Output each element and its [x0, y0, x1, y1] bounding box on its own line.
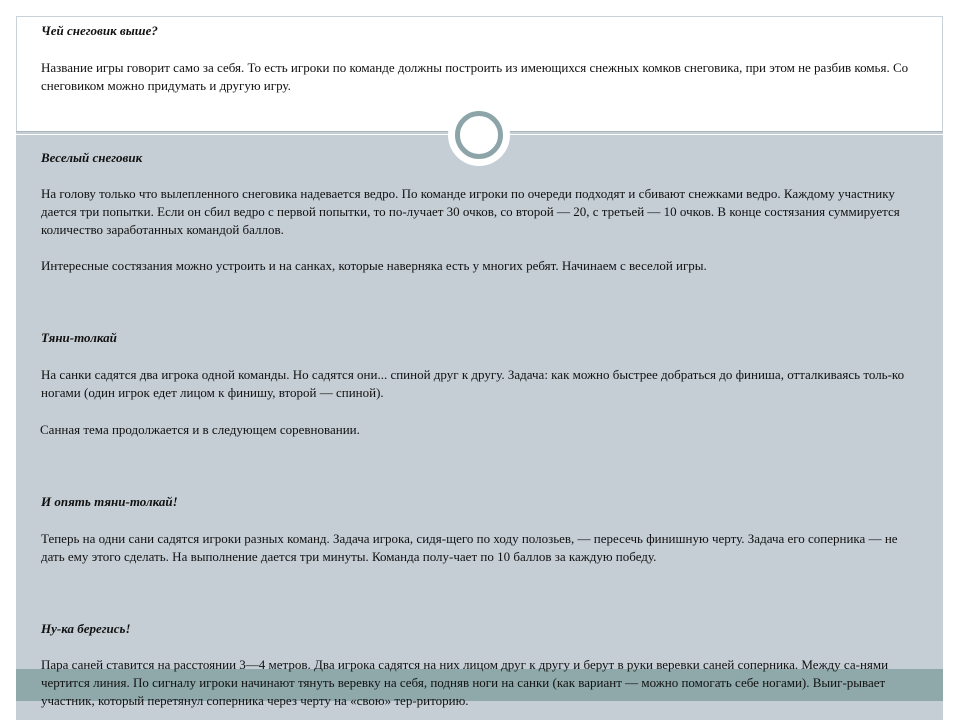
- section-title: Ну-ка берегись!: [41, 621, 131, 636]
- section-paragraph: Интересные состязания можно устроить и на санках, которые наверняка есть у многих ребят. Начинаем с веселой игры.: [41, 258, 707, 273]
- section-title: Чей снеговик выше?: [41, 23, 158, 38]
- section-paragraph: На голову только что вылепленного снеговика надевается ведро. По команде игроки по очереди подходят и сбивают снежками ведро. Каждому участнику дается три попытки. Если он сбил ведро с первой попытки, то по-лучает 30 очков, со второй — 20, с третьей — 10 очков. В конце состязания суммируется количество заработанных командой баллов.: [41, 186, 900, 237]
- section-paragraph: Санная тема продолжается и в следующем соревновании.: [40, 422, 360, 437]
- section-title: Тяни-толкай: [41, 330, 117, 345]
- section-paragraph: На санки садятся два игрока одной команды. Но садятся они... спиной друг к другу. Задача: как можно быстрее добраться до финиша, отталкиваясь толь-ко ногами (один игрок едет лицом к финишу, второй — спиной).: [41, 367, 905, 400]
- section-paragraph: Название игры говорит само за себя. То есть игроки по команде должны построить из имеющихся снежных комков снеговика, при этом не разбив комья. Со снеговиком можно придумать и другую игру.: [41, 60, 909, 93]
- section-paragraph: Пара саней ставится на расстоянии 3—4 метров. Два игрока садятся на них лицом друг к другу и берут в руки веревки саней соперника. Между са-нями чертится линия. По сигналу игроки начинают тянуть веревку на себя, подняв ноги на санки (как вариант — можно помогать себе ногами). Выиг-рывает участник, который перетянул соперника через черту на «свою» тер-риторию.: [41, 657, 889, 708]
- section-title: И опять тяни-толкай!: [41, 494, 178, 509]
- section-paragraph: Теперь на одни сани садятся игроки разных команд. Задача игрока, сидя-щего по ходу полозьев, — пересечь финишную черту. Задача его соперника — не дать ему этого сделать. На выполнение дается три минуты. Команда полу-чает по 10 баллов за каждую победу.: [41, 531, 898, 564]
- section-title: Веселый снеговик: [41, 150, 143, 165]
